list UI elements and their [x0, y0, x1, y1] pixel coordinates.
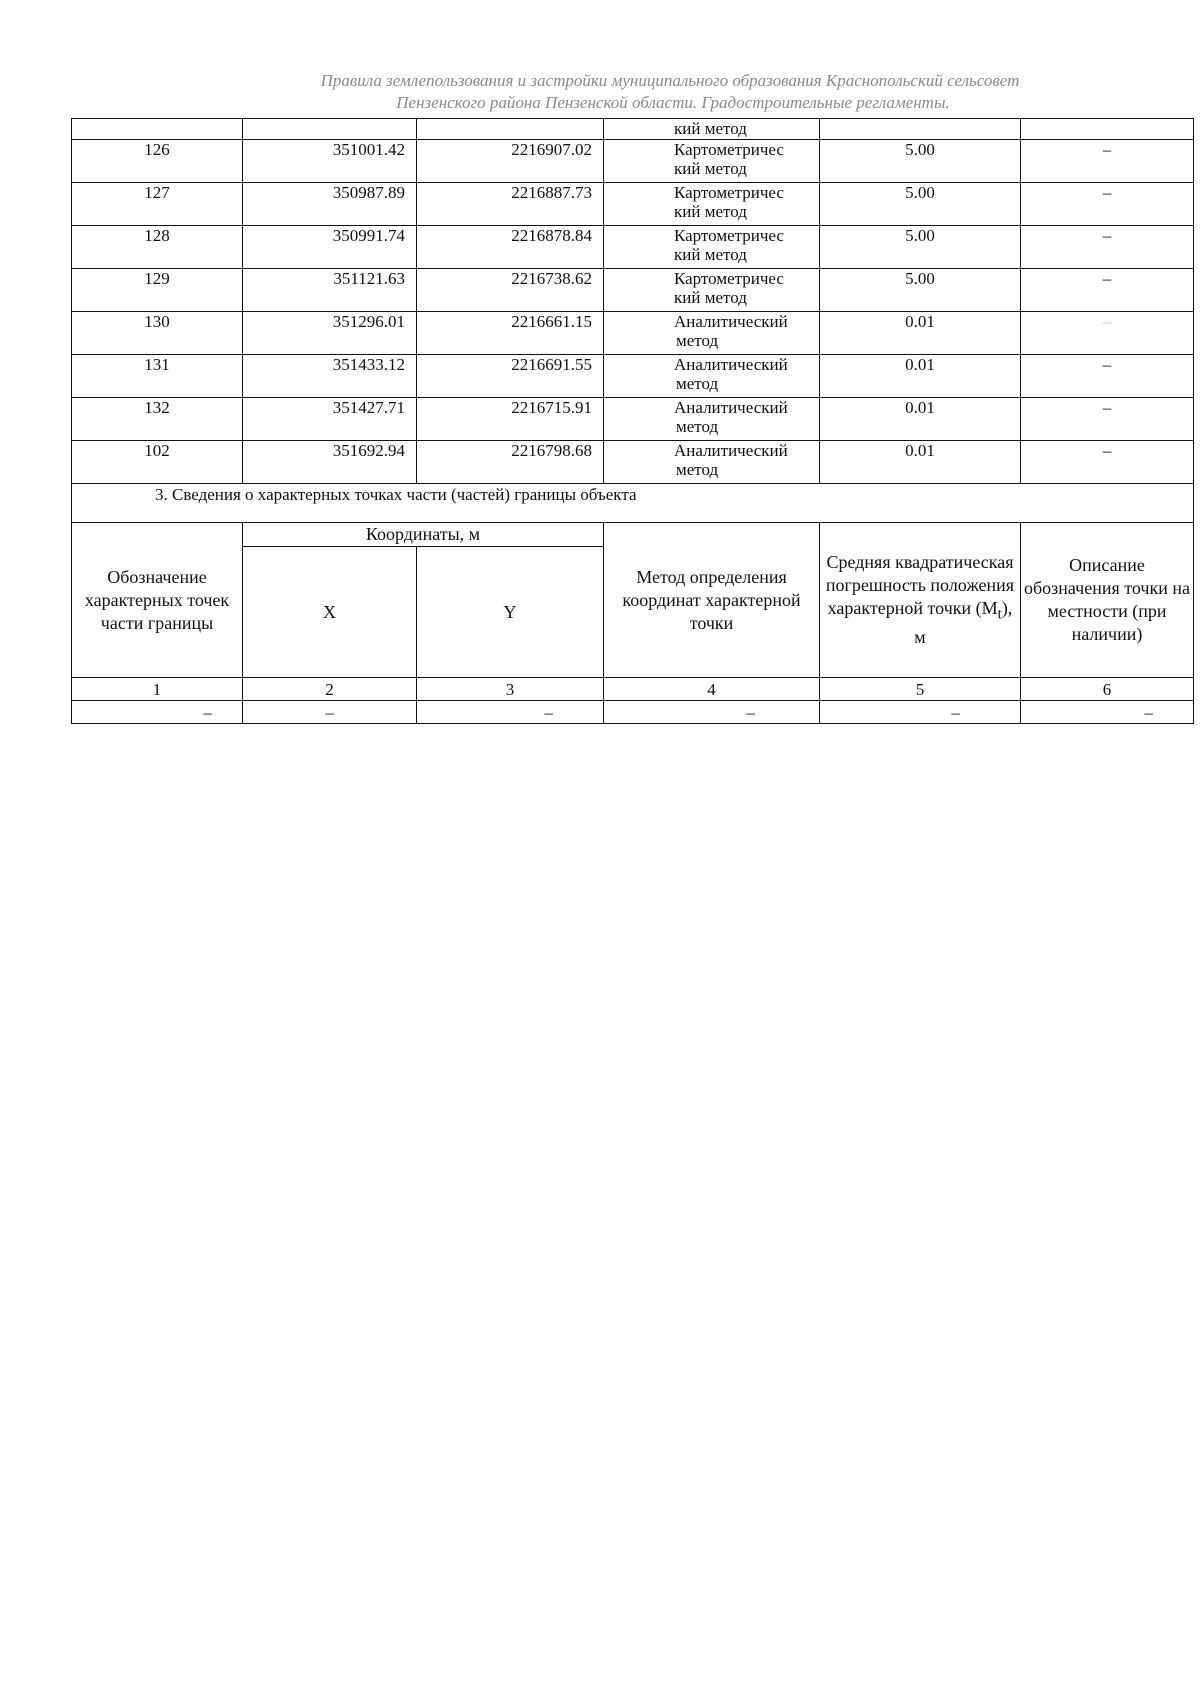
accuracy-cell: 0.01 [820, 312, 1021, 355]
column-number: 4 [604, 678, 820, 701]
x-cell: 351001.42 [243, 140, 417, 183]
method-cell: Аналитический метод [604, 398, 820, 441]
table-row [72, 140, 1194, 183]
accuracy-cell: 0.01 [820, 441, 1021, 484]
point-cell: 127 [72, 183, 243, 226]
y-cell: 2216907.02 [417, 140, 604, 183]
column-header-row [72, 523, 1194, 547]
method-cell: Аналитический метод [604, 441, 820, 484]
x-cell: 350987.89 [243, 183, 417, 226]
method-cell: Аналитический метод [604, 312, 820, 355]
header-method: Метод определения координат характерной точки [604, 523, 820, 678]
method-cell: Картометричес кий метод [604, 269, 820, 312]
description-cell: – [1021, 355, 1194, 398]
x-cell: 351296.01 [243, 312, 417, 355]
column-number: 2 [243, 678, 417, 701]
header-y: Y [417, 547, 604, 678]
column-number: 5 [820, 678, 1021, 701]
header-accuracy: Средняя квадратическая погрешность положения характерной точки $(M_t)$, м [820, 523, 1021, 678]
coordinates-table [71, 118, 1194, 724]
header-coordinates: Координаты, м [243, 523, 604, 547]
header-point-designation: Обозначение характерных точек части границы [72, 523, 243, 678]
empty-cell: – [820, 701, 1021, 724]
section-title: 3. Сведения о характерных точках части (частей) границы объекта [72, 484, 1194, 523]
accuracy-cell: 5.00 [820, 269, 1021, 312]
empty-cell: – [1021, 701, 1194, 724]
table-row [72, 398, 1194, 441]
document-header [120, 70, 1200, 114]
header-x: X [243, 547, 417, 678]
method-cell: кий метод [604, 119, 820, 140]
continuation-row [72, 119, 1194, 140]
point-cell: 130 [72, 312, 243, 355]
point-cell: 128 [72, 226, 243, 269]
table-row [72, 183, 1194, 226]
accuracy-cell: 5.00 [820, 226, 1021, 269]
y-cell: 2216661.15 [417, 312, 604, 355]
empty-cell: – [417, 701, 604, 724]
y-cell: 2216738.62 [417, 269, 604, 312]
description-cell: – [1021, 312, 1194, 355]
table-row [72, 226, 1194, 269]
x-cell: 351433.12 [243, 355, 417, 398]
column-number: 3 [417, 678, 604, 701]
method-cell: Картометричес кий метод [604, 226, 820, 269]
accuracy-cell: 0.01 [820, 355, 1021, 398]
column-number: 6 [1021, 678, 1194, 701]
empty-data-row [72, 701, 1194, 724]
method-cell: Аналитический метод [604, 355, 820, 398]
empty-cell: – [243, 701, 417, 724]
y-cell: 2216887.73 [417, 183, 604, 226]
method-cell: Картометричес кий метод [604, 183, 820, 226]
header-description: Описание обозначения точки на местности (при наличии) [1021, 523, 1194, 678]
y-cell: 2216878.84 [417, 226, 604, 269]
y-cell: 2216715.91 [417, 398, 604, 441]
x-cell: 351121.63 [243, 269, 417, 312]
description-cell: – [1021, 183, 1194, 226]
point-cell: 102 [72, 441, 243, 484]
point-cell: 129 [72, 269, 243, 312]
y-cell: 2216691.55 [417, 355, 604, 398]
column-number: 1 [72, 678, 243, 701]
column-number-row [72, 678, 1194, 701]
description-cell: – [1021, 398, 1194, 441]
table-row [72, 312, 1194, 355]
description-cell: – [1021, 226, 1194, 269]
table-row [72, 441, 1194, 484]
accuracy-cell: 0.01 [820, 398, 1021, 441]
point-cell: 131 [72, 355, 243, 398]
table-row [72, 269, 1194, 312]
x-cell: 350991.74 [243, 226, 417, 269]
y-cell: 2216798.68 [417, 441, 604, 484]
empty-cell: – [72, 701, 243, 724]
header-line-1: Правила землепользования и застройки муниципального образования Краснопольский сельсовет [320, 71, 1020, 90]
point-cell: 132 [72, 398, 243, 441]
x-cell: 351427.71 [243, 398, 417, 441]
accuracy-cell: 5.00 [820, 183, 1021, 226]
x-cell: 351692.94 [243, 441, 417, 484]
method-cell: Картометричес кий метод [604, 140, 820, 183]
table-row [72, 355, 1194, 398]
description-cell: – [1021, 269, 1194, 312]
section-3-title-row [72, 484, 1194, 523]
point-cell: 126 [72, 140, 243, 183]
empty-cell: – [604, 701, 820, 724]
accuracy-cell: 5.00 [820, 140, 1021, 183]
header-line-2: Пензенского района Пензенской области. Градостроительные регламенты. [396, 93, 950, 112]
description-cell: – [1021, 140, 1194, 183]
description-cell: – [1021, 441, 1194, 484]
